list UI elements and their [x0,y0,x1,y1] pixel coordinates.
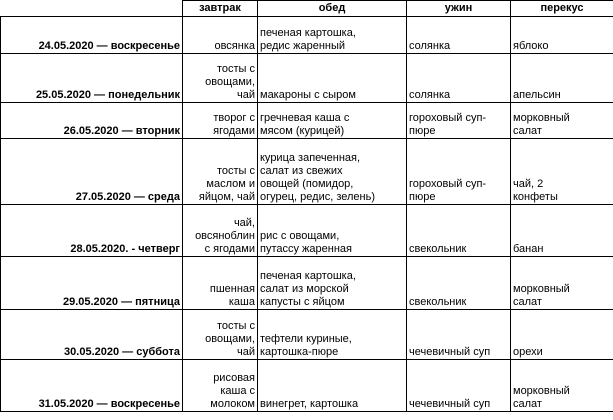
header-dinner: ужин [407,1,511,17]
lunch-cell: макароны с сыром [258,54,407,103]
snack-cell: орехи [511,310,613,360]
date-cell: 29.05.2020 — пятница [1,257,183,310]
table-row [1,54,613,103]
snack-cell: яблоко [511,17,613,54]
table-row [1,257,613,310]
table-row [1,17,613,54]
date-cell: 25.05.2020 — понедельник [1,54,183,103]
dinner-cell: гороховый суп- пюре [407,139,511,205]
table-row [1,310,613,360]
table-row [1,205,613,257]
date-cell: 27.05.2020 — среда [1,139,183,205]
dinner-cell: свекольник [407,257,511,310]
breakfast-cell: овсянка [183,17,258,54]
lunch-cell: курица запеченная, салат из свежих овощей (помидор, огурец, редис, зелень) [258,139,407,205]
lunch-cell: рис с овощами, путассу жаренная [258,205,407,257]
dinner-cell: гороховый суп- пюре [407,103,511,139]
lunch-cell: винегрет, картошка [258,360,407,412]
breakfast-cell: тосты с овощами, чай [183,310,258,360]
snack-cell: морковный салат [511,360,613,412]
dinner-cell: свекольник [407,205,511,257]
date-cell: 30.05.2020 — суббота [1,310,183,360]
dinner-cell: солянка [407,54,511,103]
table-row [1,139,613,205]
breakfast-cell: творог с ягодами [183,103,258,139]
breakfast-cell: тосты с овощами, чай [183,54,258,103]
header-lunch: обед [258,1,407,17]
date-cell: 28.05.2020. - четверг [1,205,183,257]
lunch-cell: тефтели куриные, картошка-пюре [258,310,407,360]
lunch-cell: гречневая каша с мясом (курицей) [258,103,407,139]
dinner-cell: чечевичный суп [407,310,511,360]
header-date [1,1,183,17]
breakfast-cell: рисовая каша с молоком [183,360,258,412]
header-breakfast: завтрак [183,1,258,17]
header-snack: перекус [511,1,613,17]
snack-cell: апельсин [511,54,613,103]
lunch-cell: печеная картошка, салат из морской капусты с яйцом [258,257,407,310]
lunch-cell: печеная картошка, редис жаренный [258,17,407,54]
snack-cell: чай, 2 конфеты [511,139,613,205]
snack-cell: морковный салат [511,257,613,310]
table-row [1,360,613,412]
date-cell: 26.05.2020 — вторник [1,103,183,139]
dinner-cell: чечевичный суп [407,360,511,412]
header-row [1,1,613,17]
table-row [1,103,613,139]
breakfast-cell: пшенная каша [183,257,258,310]
breakfast-cell: чай, овсяноблин с ягодами [183,205,258,257]
dinner-cell: солянка [407,17,511,54]
breakfast-cell: тосты с маслом и яйцом, чай [183,139,258,205]
snack-cell: банан [511,205,613,257]
snack-cell: морковный салат [511,103,613,139]
date-cell: 24.05.2020 — воскресенье [1,17,183,54]
date-cell: 31.05.2020 — воскресенье [1,360,183,412]
